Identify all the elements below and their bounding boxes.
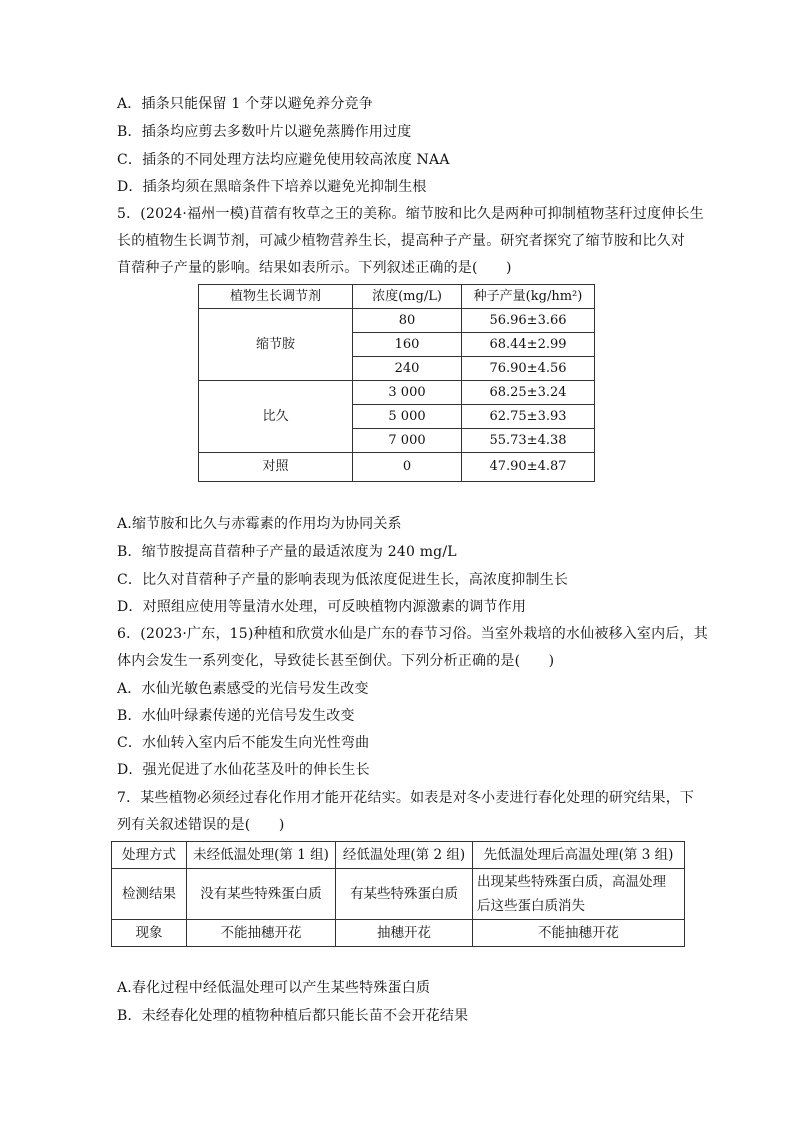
concentration-cell: 80 xyxy=(353,309,462,333)
q6-option-b: B．水仙叶绿素传递的光信号发生改变 xyxy=(117,708,355,724)
q4-option-d: D．插条均须在黑暗条件下培养以避免光抑制生根 xyxy=(117,179,427,195)
yield-cell: 76.90±4.56 xyxy=(462,357,595,381)
q5-table xyxy=(198,284,595,482)
result-group-3-line-1: 出现某些特殊蛋白质，高温处理 xyxy=(477,874,666,890)
q5-option-b: B．缩节胺提高苜蓿种子产量的最适浓度为 240 mg/L xyxy=(117,544,457,560)
yield-cell: 68.25±3.24 xyxy=(462,381,595,405)
concentration-cell: 7 000 xyxy=(353,429,462,453)
q6-stem-line-1: 6．(2023·广东，15)种植和欣赏水仙是广东的春节习俗。当室外栽培的水仙被移入室内后，其 xyxy=(117,626,708,642)
concentration-cell: 5 000 xyxy=(353,405,462,429)
header-concentration: 浓度(mg/L) xyxy=(353,285,462,309)
yield-cell: 47.90±4.87 xyxy=(462,453,595,482)
table-row xyxy=(199,381,595,405)
yield-cell: 56.96±3.66 xyxy=(462,309,595,333)
concentration-cell: 0 xyxy=(353,453,462,482)
table-row xyxy=(199,309,595,333)
result-group-2: 有某些特殊蛋白质 xyxy=(336,869,473,920)
q7-table xyxy=(111,841,685,947)
result-group-1: 没有某些特殊蛋白质 xyxy=(187,869,336,920)
header-yield: 种子产量(kg/hm²) xyxy=(462,285,595,309)
q5-stem-line-2: 长的植物生长调节剂，可减少植物营养生长，提高种子产量。研究者探究了缩节胺和比久对 xyxy=(117,233,685,249)
q5-stem-line-1: 5．(2024·福州一模)苜蓿有牧草之王的美称。缩节胺和比久是两种可抑制植物茎秆过度伸长生 xyxy=(117,206,704,222)
group-name: 缩节胺 xyxy=(199,309,353,381)
row-label-phenomenon: 现象 xyxy=(112,920,187,947)
header-group-3: 先低温处理后高温处理(第 3 组) xyxy=(473,842,685,869)
q5-stem-line-3: 苜蓿种子产量的影响。结果如表所示。下列叙述正确的是( ) xyxy=(117,260,512,276)
q7-stem-line-2: 列有关叙述错误的是( ) xyxy=(117,817,285,833)
q7-option-a: A.春化过程中经低温处理可以产生某些特殊蛋白质 xyxy=(117,980,431,996)
q4-option-a: A．插条只能保留 1 个芽以避免养分竞争 xyxy=(117,96,373,112)
result-group-3-line-2: 后这些蛋白质消失 xyxy=(477,898,585,914)
header-group-2: 经低温处理(第 2 组) xyxy=(336,842,473,869)
table-row xyxy=(112,920,685,947)
concentration-cell: 3 000 xyxy=(353,381,462,405)
q4-option-c: C．插条的不同处理方法均应避免使用较高浓度 NAA xyxy=(117,152,450,168)
table-header-row xyxy=(199,285,595,309)
table-row xyxy=(112,869,685,920)
q7-stem-line-1: 7．某些植物必须经过春化作用才能开花结实。如表是对冬小麦进行春化处理的研究结果，下 xyxy=(117,790,695,806)
phenomenon-group-1: 不能抽穗开花 xyxy=(187,920,336,947)
concentration-cell: 240 xyxy=(353,357,462,381)
row-label-result: 检测结果 xyxy=(112,869,187,920)
q6-option-c: C．水仙转入室内后不能发生向光性弯曲 xyxy=(117,735,370,751)
group-name: 比久 xyxy=(199,381,353,453)
phenomenon-group-3: 不能抽穗开花 xyxy=(473,920,685,947)
header-group-1: 未经低温处理(第 1 组) xyxy=(187,842,336,869)
table-row xyxy=(199,453,595,482)
yield-cell: 68.44±2.99 xyxy=(462,333,595,357)
result-group-3 xyxy=(473,869,685,920)
header-treatment: 处理方式 xyxy=(112,842,187,869)
yield-cell: 55.73±4.38 xyxy=(462,429,595,453)
q6-stem-line-2: 体内会发生一系列变化，导致徒长甚至倒伏。下列分析正确的是( ) xyxy=(117,653,555,669)
phenomenon-group-2: 抽穗开花 xyxy=(336,920,473,947)
q7-option-b: B．未经春化处理的植物种植后都只能长苗不会开花结果 xyxy=(117,1008,469,1024)
q6-option-d: D．强光促进了水仙花茎及叶的伸长生长 xyxy=(117,762,370,778)
table-header-row xyxy=(112,842,685,869)
q5-option-c: C．比久对苜蓿种子产量的影响表现为低浓度促进生长，高浓度抑制生长 xyxy=(117,572,569,588)
yield-cell: 62.75±3.93 xyxy=(462,405,595,429)
q4-option-b: B．插条均应剪去多数叶片以避免蒸腾作用过度 xyxy=(117,124,412,140)
q5-option-a: A.缩节胺和比久与赤霉素的作用均为协同关系 xyxy=(117,516,402,532)
q5-option-d: D．对照组应使用等量清水处理，可反映植物内源激素的调节作用 xyxy=(117,599,527,615)
concentration-cell: 160 xyxy=(353,333,462,357)
header-regulator: 植物生长调节剂 xyxy=(199,285,353,309)
q6-option-a: A．水仙光敏色素感受的光信号发生改变 xyxy=(117,681,369,697)
group-name: 对照 xyxy=(199,453,353,482)
